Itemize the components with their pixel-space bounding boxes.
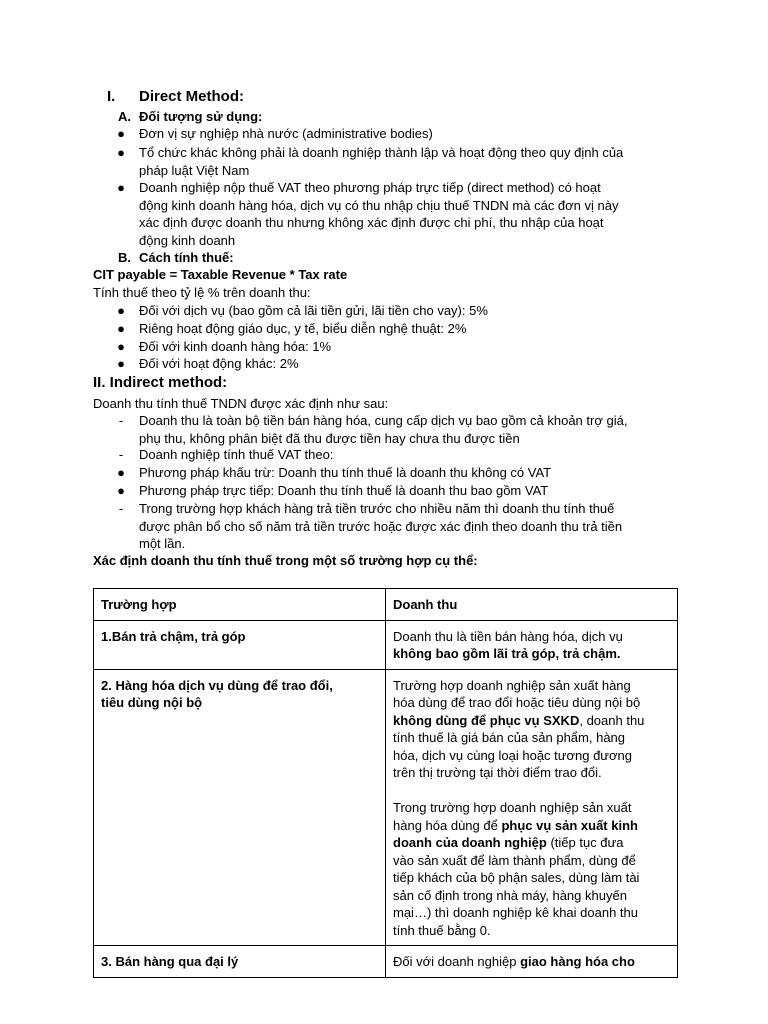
table-row — [94, 946, 678, 978]
dash-marker: - — [118, 501, 124, 516]
cell-line: hóa dùng để trao đổi hoặc tiêu dùng nội bộ — [393, 695, 641, 710]
table-row — [94, 669, 678, 946]
sub-b-title: Cách tính thuế: — [139, 250, 234, 265]
cell-line: vào sản xuất để làm thành phẩm, dùng để — [393, 852, 636, 868]
section-2-title: II. Indirect method: — [93, 374, 228, 391]
list-item-line: Doanh thu là toàn bộ tiền bán hàng hóa, cung cấp dịch vụ bao gồm cả khoản trợ giá, — [139, 413, 628, 428]
section-1-title: Direct Method: — [139, 88, 244, 105]
cell-line: mại…) thì doanh nghiệp kê khai doanh thu — [393, 905, 639, 920]
list-item — [139, 179, 618, 249]
paragraph-gap — [393, 782, 670, 800]
bullet-icon: ● — [117, 180, 125, 195]
bullet-icon: ● — [117, 126, 125, 141]
cell-line: tính thuế bằng 0. — [393, 922, 491, 938]
table-header-revenue: Doanh thu — [386, 589, 678, 621]
formula: CIT payable = Taxable Revenue * Tax rate — [93, 267, 348, 282]
section-2-intro: Doanh thu tính thuế TNDN được xác định như sau: — [93, 396, 389, 411]
list-item: Phương pháp khấu trừ: Doanh thu tính thuế là doanh thu không có VAT — [139, 465, 552, 480]
cell-line: Doanh thu là tiền bán hàng hóa, dịch vụ — [393, 628, 623, 644]
cell-line-bold: không bao gồm lãi trả góp, trả chậm. — [393, 646, 621, 661]
cell-line — [393, 834, 670, 852]
specific-cases-title: Xác định doanh thu tính thuế trong một số trường hợp cụ thể: — [93, 553, 478, 568]
table-header-case: Trường hợp — [94, 589, 386, 621]
sub-a-letter: A. — [118, 109, 131, 124]
dash-marker: - — [118, 447, 124, 462]
list-item — [139, 144, 623, 179]
sub-a-title: Đối tượng sử dụng: — [139, 109, 263, 124]
list-item-line: xác định được doanh thu nhưng không xác định được chi phí, thu nhập của hoạt — [139, 215, 604, 230]
revenue-table — [93, 588, 678, 978]
bullet-icon: ● — [117, 465, 125, 480]
bullet-icon: ● — [117, 483, 125, 498]
section-1-roman: I. — [107, 88, 116, 105]
list-item-line: Đơn vị sự nghiệp nhà nước (administrative bodies) — [139, 126, 433, 141]
cell-line: tiêu dùng nội bộ — [101, 695, 203, 710]
list-item-line: một lần. — [139, 536, 186, 551]
list-item-line: phụ thu, không phân biệt đã thu được tiền hay chưa thu được tiền — [139, 430, 520, 446]
cell-line — [393, 953, 670, 971]
bold-text: phục vụ sản xuất kinh — [501, 817, 638, 833]
bold-text: doanh của doanh nghiệp — [393, 835, 547, 850]
table-cell-case: 1.Bán trả chậm, trả góp — [94, 620, 386, 669]
cell-line: sản cố định trong nhà máy, hàng khuyến — [393, 887, 627, 903]
bullet-icon: ● — [117, 303, 125, 318]
rate-item: Đối với hoạt động khác: 2% — [139, 356, 299, 371]
list-item-line: pháp luật Việt Nam — [139, 162, 250, 178]
rate-item: Riêng hoạt động giáo dục, y tế, biểu diễn nghệ thuật: 2% — [139, 321, 467, 336]
cell-line — [393, 712, 670, 730]
cell-line: Trường hợp doanh nghiệp sản xuất hàng — [393, 677, 631, 693]
table-cell-revenue — [386, 946, 678, 978]
bullet-icon: ● — [117, 356, 125, 371]
text: , doanh thu — [579, 712, 645, 728]
list-item-line: động kinh doanh hàng hóa, dịch vụ có thu nhập chịu thuế TNDN mà các đơn vị này — [139, 197, 619, 213]
text: Đối với doanh nghiệp — [393, 954, 521, 969]
list-item — [139, 125, 433, 143]
rate-intro: Tính thuế theo tỷ lệ % trên doanh thu: — [93, 285, 311, 300]
bold-text: không dùng để phục vụ SXKD — [393, 712, 580, 728]
text: (tiếp tục đưa — [546, 835, 624, 850]
list-item — [139, 412, 627, 447]
table-row — [94, 620, 678, 669]
table-cell-revenue — [386, 669, 678, 946]
list-item-line: được phân bổ cho số năm trả tiền trước hoặc được xác định theo doanh thu trả tiền — [139, 518, 623, 534]
list-item-line: Doanh nghiệp nộp thuế VAT theo phương pháp trực tiếp (direct method) có hoạt — [139, 180, 601, 195]
dash-marker: - — [118, 413, 124, 428]
list-item-line: Tổ chức khác không phải là doanh nghiệp thành lập và hoạt động theo quy định của — [139, 145, 624, 160]
table-cell-case — [94, 669, 386, 946]
table-cell-revenue — [386, 620, 678, 669]
cell-line: hóa, dịch vụ cùng loại hoặc tương đương — [393, 747, 632, 763]
bold-text: giao hàng hóa cho — [520, 954, 635, 969]
bullet-icon: ● — [117, 321, 125, 336]
list-item-line: Trong trường hợp khách hàng trả tiền trước cho nhiều năm thì doanh thu tính thuế — [139, 501, 615, 516]
cell-line — [393, 817, 670, 835]
table-cell-case: 3. Bán hàng qua đại lý — [94, 946, 386, 978]
list-item: Phương pháp trực tiếp: Doanh thu tính thuế là doanh thu bao gồm VAT — [139, 483, 549, 498]
cell-line: Trong trường hợp doanh nghiệp sản xuất — [393, 800, 632, 815]
sub-b-letter: B. — [118, 250, 131, 265]
cell-line: tiếp khách của bộ phận sales, dùng làm tài — [393, 870, 640, 885]
rate-item: Đối với kinh doanh hàng hóa: 1% — [139, 339, 332, 354]
cell-line: 2. Hàng hóa dịch vụ dùng để trao đổi, — [101, 677, 333, 693]
rate-item: Đối với dịch vụ (bao gồm cả lãi tiền gửi, lãi tiền cho vay): 5% — [139, 303, 488, 318]
cell-line: trên thị trường tại thời điểm trao đổi. — [393, 765, 602, 780]
bullet-icon: ● — [117, 145, 125, 160]
list-item — [139, 500, 622, 553]
text: hàng hóa dùng để — [393, 817, 502, 833]
cell-line: tính thuế là giá bán của sản phẩm, hàng — [393, 730, 626, 745]
list-item: Doanh nghiệp tính thuế VAT theo: — [139, 447, 334, 462]
list-item-line: động kinh doanh — [139, 232, 236, 248]
table-header-row — [94, 589, 678, 621]
bullet-icon: ● — [117, 339, 125, 354]
